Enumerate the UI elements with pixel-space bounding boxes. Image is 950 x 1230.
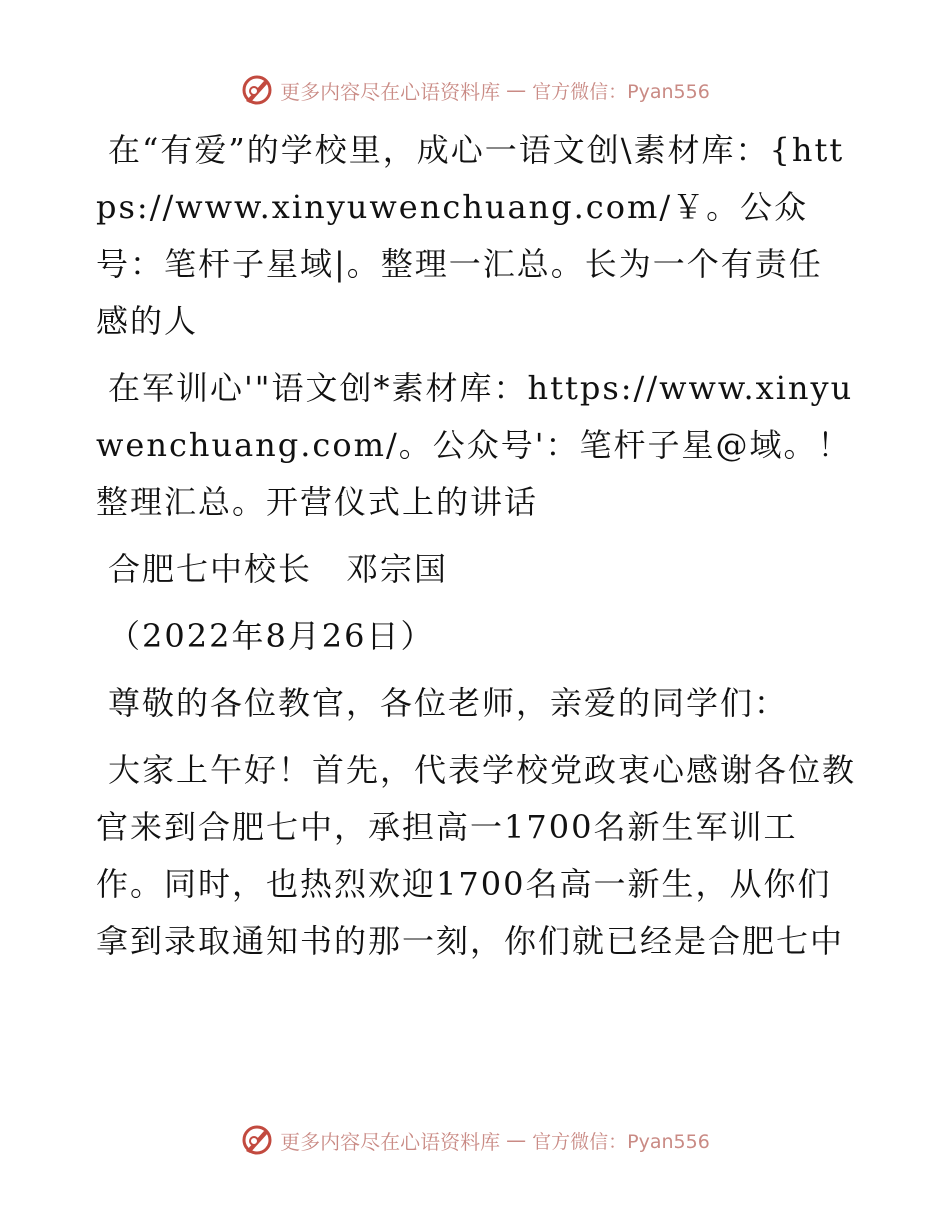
watermark-text: 更多内容尽在心语资料库 bbox=[280, 1129, 501, 1154]
paragraph-2: 在军训心'"语文创*素材库：https://www.xinyuwenchuang.com/。公众号'：笔杆子星@域。！整理汇总。开营仪式上的讲话 bbox=[96, 369, 854, 521]
salutation: 尊敬的各位教官，各位老师，亲爱的同学们： bbox=[108, 684, 789, 722]
watermark-text: 更多内容尽在心语资料库 bbox=[280, 79, 501, 104]
brush-circle-logo-icon bbox=[240, 1123, 274, 1157]
document-body bbox=[96, 122, 856, 980]
watermark-contact: 官方微信：Pyan556 bbox=[532, 80, 710, 103]
paragraph-1: 在“有爱”的学校里，成心一语文创\素材库：{https://www.xinyuwenchuang.com/￥。公众号：笔杆子星域|。整理一汇总。长为一个有责任感的人 bbox=[96, 131, 845, 340]
brush-circle-logo-icon bbox=[240, 73, 274, 107]
watermark-contact: 官方微信：Pyan556 bbox=[532, 1130, 710, 1153]
date-line: （2022年8月26日） bbox=[108, 617, 435, 655]
footer-watermark bbox=[0, 1120, 950, 1160]
watermark-separator: — bbox=[506, 1128, 527, 1152]
watermark-separator: — bbox=[506, 78, 527, 102]
author-line: 合肥七中校长 邓宗国 bbox=[108, 550, 449, 588]
paragraph-body: 大家上午好！首先，代表学校党政衷心感谢各位教官来到合肥七中，承担高一1700名新生军训工作。同时，也热烈欢迎1700名高一新生，从你们拿到录取通知书的那一刻，你们就已经是合肥七中 bbox=[96, 751, 857, 960]
header-watermark bbox=[0, 70, 950, 110]
